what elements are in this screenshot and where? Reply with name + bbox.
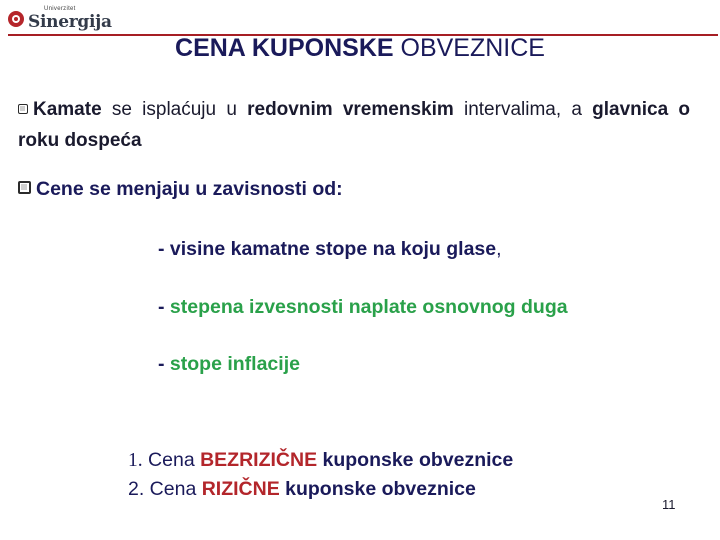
sub3-dash: - xyxy=(158,353,170,375)
sub2-text: stepena izvesnosti naplate osnovnog duga xyxy=(169,296,568,318)
logo-name: Sinergija xyxy=(28,12,112,32)
sub2-dash: - xyxy=(158,296,170,318)
bullet1-text-2: intervalima, a xyxy=(453,99,593,120)
logo-subtitle: Univerzitet xyxy=(44,6,76,12)
title-bold: CENA KUPONSKE xyxy=(175,34,394,62)
bullet2-text: Cene se menjaju u zavisnosti od: xyxy=(36,178,343,200)
bullet-kamate xyxy=(18,94,690,156)
list2-c: kuponske obveznice xyxy=(279,478,476,500)
bullet1-kamate: Kamate xyxy=(33,99,102,120)
list2-num: 2. xyxy=(128,478,145,500)
title-normal: OBVEZNICE xyxy=(393,34,545,62)
logo-emblem-icon xyxy=(8,11,24,27)
sub1-text: - visine kamatne stope na koju glase xyxy=(158,238,497,260)
bullet-cene xyxy=(18,178,343,201)
bullet1-text-1: se isplaćuju u xyxy=(101,99,248,120)
square-bullet-icon xyxy=(18,181,31,194)
sub-item-kamatne-stope xyxy=(158,238,502,261)
list1-c: kuponske obveznice xyxy=(317,449,514,471)
slide-title xyxy=(0,34,720,63)
list1-a: Cena xyxy=(142,449,201,471)
sub1-comma: , xyxy=(496,238,502,260)
sinergija-logo xyxy=(6,4,112,34)
bullet1-glavnica: glavnica o roku dospeća xyxy=(18,99,691,151)
list-item-2 xyxy=(128,475,513,504)
bullet1-redovnim: redovnim vremenskim xyxy=(247,99,454,120)
sub3-text: stope inflacije xyxy=(169,353,300,375)
list2-a: Cena xyxy=(144,478,202,500)
sub-item-izvesnosti xyxy=(158,296,568,319)
list1-num: 1. xyxy=(128,450,143,471)
sub-item-inflacije xyxy=(158,353,300,376)
list-item-1 xyxy=(128,446,513,475)
numbered-list xyxy=(128,446,513,504)
page-number: 11 xyxy=(662,497,676,512)
list2-rizicne: RIZIČNE xyxy=(201,478,280,500)
square-bullet-icon xyxy=(18,104,28,114)
list1-bezrizicne: BEZRIZIČNE xyxy=(200,449,318,471)
